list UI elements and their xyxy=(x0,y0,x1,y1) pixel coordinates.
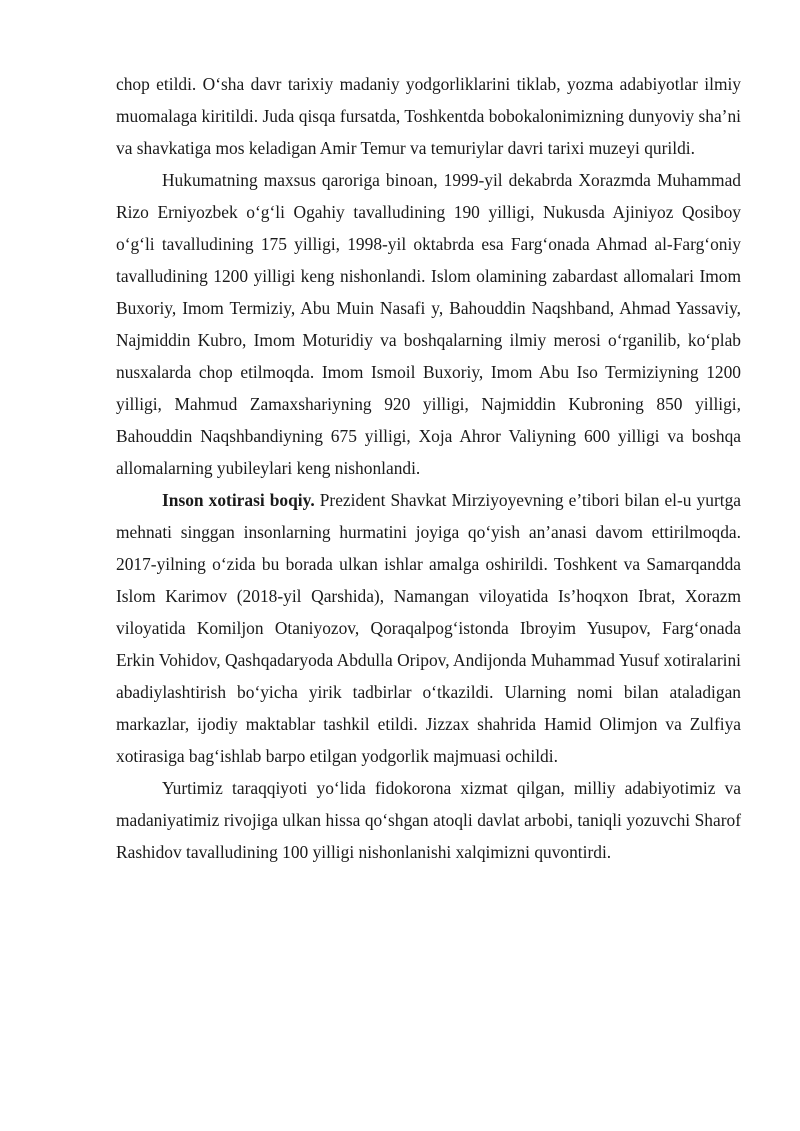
paragraph-1 xyxy=(116,68,741,164)
paragraph-2 xyxy=(116,164,741,484)
paragraph-3-lead-heading: Inson xotirasi boqiy. xyxy=(162,490,315,510)
paragraph-3-text: Prezident Shavkat Mirziyoyevning e’tibori bilan el-u yurtga mehnati singgan insonlarning hurmatini joyiga qo‘yish an’anasi davom ettirilmoqda. 2017-yilning o‘zida bu borada ulkan ishlar amalga oshirildi. Toshkent va Samarqandda Islom Karimov (2018-yil Qarshida), Namangan viloyatida Is’hoqxon Ibrat, Xorazm viloyatida Komiljon Otaniyozov, Qoraqalpog‘istonda Ibroyim Yusupov, Farg‘onada Erkin Vohidov, Qashqadaryoda Abdulla Oripov, Andijonda Muhammad Yusuf xotiralarini abadiylashtirish bo‘yicha yirik tadbirlar o‘tkazildi. Ularning nomi bilan ataladigan markazlar, ijodiy maktablar tashkil etildi. Jizzax shahrida Hamid Olimjon va Zulfiya xotirasiga bag‘ishlab barpo etilgan yodgorlik majmuasi ochildi. xyxy=(116,490,741,766)
paragraph-4-text: Yurtimiz taraqqiyoti yo‘lida fidokorona xizmat qilgan, milliy adabiyotimiz va madaniyatimiz rivojiga ulkan hissa qo‘shgan atoqli davlat arbobi, taniqli yozuvchi Sharof Rashidov tavalludining 100 yilligi nishonlanishi xalqimizni quvontirdi. xyxy=(116,778,741,862)
document-page xyxy=(116,68,741,868)
paragraph-3 xyxy=(116,484,741,772)
paragraph-2-text: Hukumatning maxsus qaroriga binoan, 1999-yil dekabrda Xorazmda Muhammad Rizo Erniyozbek o‘g‘li Ogahiy tavalludining 190 yilligi, Nukusda Ajiniyoz Qosiboy o‘g‘li tavalludining 175 yilligi, 1998-yil oktabrda esa Farg‘onada Ahmad al-Farg‘oniy tavalludining 1200 yilligi keng nishonlandi. Islom olamining zabardast allomalari Imom Buxoriy, Imom Termiziy, Abu Muin Nasafi y, Bahouddin Naqshband, Ahmad Yassaviy, Najmiddin Kubro, Imom Moturidiy va boshqalarning ilmiy merosi o‘rganilib, ko‘plab nusxalarda chop etilmoqda. Imom Ismoil Buxoriy, Imom Abu Iso Termiziyning 1200 yilligi, Mahmud Zamaxshariyning 920 yilligi, Najmiddin Kubroning 850 yilligi, Bahouddin Naqshbandiyning 675 yilligi, Xoja Ahror Valiyning 600 yilligi va boshqa allomalarning yubileylari keng nishonlandi. xyxy=(116,170,741,478)
paragraph-1-text: chop etildi. O‘sha davr tarixiy madaniy yodgorliklarini tiklab, yozma adabiyotlar ilmiy muomalaga kiritildi. Juda qisqa fursatda, Toshkentda bobokalonimizning dunyoviy sha’ni va shavkatiga mos keladigan Amir Temur va temuriylar davri tarixi muzeyi qurildi. xyxy=(116,74,741,158)
paragraph-4 xyxy=(116,772,741,868)
